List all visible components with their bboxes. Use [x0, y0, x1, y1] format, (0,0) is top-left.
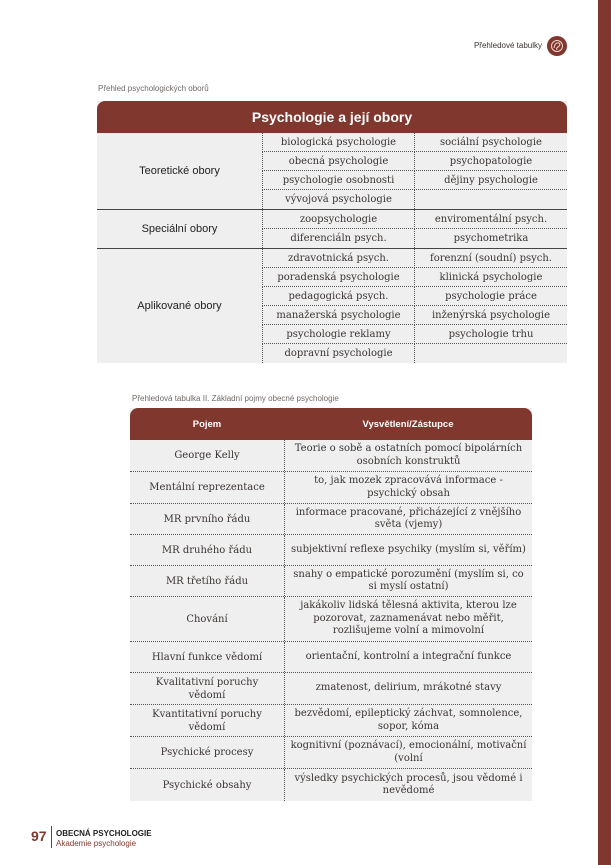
concept-term: MR třetího řádu [165, 575, 249, 587]
field-cell: vývojová psychologie [262, 190, 414, 209]
concept-definition: subjektivní reflexe psychiky (myslím si, věřím) [284, 535, 532, 565]
concept-term: George Kelly [174, 450, 240, 461]
table-row [130, 769, 532, 801]
table-row [130, 504, 532, 535]
head-logo-icon [547, 36, 567, 56]
page-number: 97 [31, 828, 47, 844]
concept-term: Kvantitativní poruchy vědomí [152, 708, 262, 733]
table2-caption: Přehledová tabulka II. Základní pojmy obecné psychologie [132, 394, 339, 403]
psychology-fields-table [97, 101, 567, 363]
field-cell [414, 344, 567, 363]
table-row [130, 705, 532, 737]
field-group-label: Aplikované obory [137, 300, 222, 312]
concept-term: Chování [186, 613, 228, 625]
field-row [262, 325, 567, 344]
column-header-term: Pojem [192, 418, 222, 430]
field-cell: diferenciáln psych. [262, 229, 414, 248]
field-cell: psychologie práce [414, 287, 567, 306]
concept-term: Psychické obsahy [162, 779, 252, 791]
field-cell: psychologie osobnosti [262, 171, 414, 190]
field-cell: enviromentální psych. [414, 210, 567, 229]
page-edge-stripe [598, 0, 611, 865]
field-cell: psychopatologie [414, 152, 567, 171]
concept-definition: jakákoliv lidská tělesná aktivita, kterou lze pozorovat, zaznamenávat nebo měřit, rozlišujeme volní a mimovolní [284, 597, 532, 641]
concept-definition: Teorie o sobě a ostatních pomocí bipolárních osobních konstruktů [284, 440, 532, 471]
field-group-label: Teoretické obory [139, 165, 220, 177]
field-row [262, 287, 567, 306]
field-row [262, 249, 567, 268]
field-cell: zdravotnická psych. [262, 249, 414, 268]
field-cell [414, 190, 567, 209]
field-cell: zoopsychologie [262, 210, 414, 229]
concept-term: Kvalitativní poruchy vědomí [155, 676, 259, 701]
concept-definition: výsledky psychických procesů, jsou vědomé i nevědomé [284, 769, 532, 801]
field-group-label: Speciální obory [141, 223, 218, 235]
concept-definition: orientační, kontrolní a integrační funkce [284, 642, 532, 672]
concept-term: Mentální reprezentace [149, 482, 265, 493]
column-header-definition: Vysvětlení/Zástupce [362, 418, 454, 430]
concept-definition: bezvědomí, epileptický záchvat, somnolence, sopor, kóma [284, 705, 532, 736]
table-row [130, 472, 532, 504]
field-cell: poradenská psychologie [262, 268, 414, 287]
concept-definition: snahy o empatické porozumění (myslím si, co si myslí ostatní) [284, 566, 532, 596]
field-cell: forenzní (soudní) psych. [414, 249, 567, 268]
table-row [130, 642, 532, 673]
field-cell: psychologie trhu [414, 325, 567, 344]
field-group [97, 210, 567, 249]
concept-term: MR prvního řádu [163, 513, 251, 525]
field-cell: sociální psychologie [414, 133, 567, 152]
field-row [262, 229, 567, 248]
field-cell: psychologie reklamy [262, 325, 414, 344]
field-row [262, 133, 567, 152]
table-row [130, 566, 532, 597]
section-title: Přehledové tabulky [473, 41, 542, 50]
field-cell: obecná psychologie [262, 152, 414, 171]
table-row [130, 535, 532, 566]
footer-book-title: OBECNÁ PSYCHOLOGIE [56, 829, 152, 838]
field-cell: dějiny psychologie [414, 171, 567, 190]
concept-definition: kognitivní (poznávací), emocionální, motivační (volní [284, 737, 532, 768]
basic-concepts-table [130, 408, 532, 801]
field-row [262, 171, 567, 190]
concept-term: Hlavní funkce vědomí [151, 651, 263, 663]
field-row [262, 190, 567, 209]
footer-divider [51, 826, 52, 848]
field-row [262, 152, 567, 171]
field-cell: inženýrská psychologie [414, 306, 567, 325]
concept-definition: informace pracované, přicházející z vnějšího světa (vjemy) [284, 504, 532, 534]
field-group [97, 249, 567, 363]
field-row [262, 210, 567, 229]
footer-publisher: Akademie psychologie [56, 839, 137, 848]
table-row [130, 737, 532, 769]
concept-term: Psychické procesy [160, 747, 254, 758]
field-row [262, 268, 567, 287]
field-cell: biologická psychologie [262, 133, 414, 152]
field-cell: manažerská psychologie [262, 306, 414, 325]
table1-title: Psychologie a její obory [97, 101, 567, 133]
concept-definition: zmatenost, delirium, mrákotné stavy [284, 673, 532, 704]
field-cell: psychometrika [414, 229, 567, 248]
field-cell: dopravní psychologie [262, 344, 414, 363]
table-row [130, 673, 532, 705]
field-row [262, 344, 567, 363]
field-cell: pedagogická psych. [262, 287, 414, 306]
field-group [97, 133, 567, 210]
concept-term: MR druhého řádu [161, 544, 253, 556]
table-row [130, 440, 532, 472]
table-row [130, 597, 532, 642]
table1-caption: Přehled psychologických oborů [98, 84, 209, 93]
concept-definition: to, jak mozek zpracovává informace - psychický obsah [284, 472, 532, 503]
field-cell: klinická psychologie [414, 268, 567, 287]
table2-header [130, 408, 532, 440]
field-row [262, 306, 567, 325]
